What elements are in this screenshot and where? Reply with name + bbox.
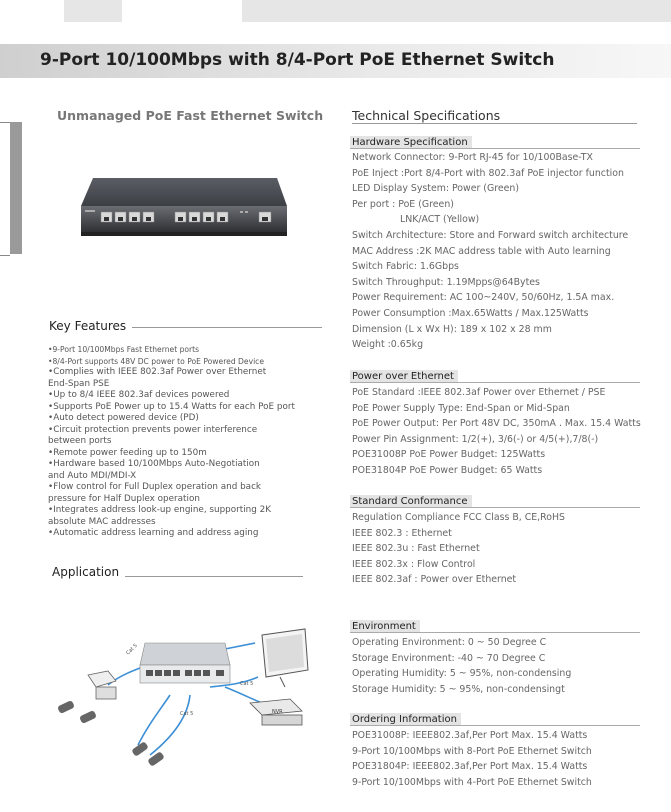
spec-line: Operating Environment: 0 ~ 50 Degree C bbox=[352, 637, 547, 648]
spec-line: 9-Port 10/100Mbps with 8-Port PoE Ethernet Switch bbox=[352, 745, 592, 757]
poe-section-title: Power over Ethernet bbox=[350, 370, 458, 383]
feature-item: End-Span PSE bbox=[48, 378, 110, 389]
feature-item: •Integrates address look-up engine, supporting 2K bbox=[48, 505, 271, 515]
feature-item: •Up to 8/4 IEEE 802.3af devices powered bbox=[48, 390, 230, 400]
spec-line: LNK/ACT (Yellow) bbox=[400, 214, 480, 226]
spec-line: Weight :0.65kg bbox=[352, 339, 424, 351]
spec-line: LED Display System: Power (Green) bbox=[352, 183, 520, 195]
ordering-spec-list bbox=[352, 728, 592, 790]
application-title: Application bbox=[52, 565, 120, 579]
spec-line: Power Consumption :Max.65Watts / Max.125Watts bbox=[352, 307, 589, 319]
spec-line: PoE Standard :IEEE 802.3af Power over Ethernet / PSE bbox=[352, 387, 606, 398]
spec-line: Dimension (L x Wx H): 189 x 102 x 28 mm bbox=[352, 323, 552, 335]
spec-line: Switch Architecture: Store and Forward switch architecture bbox=[352, 229, 629, 241]
spec-line: Power Requirement: AC 100~240V, 50/60Hz, 1.5A max. bbox=[352, 292, 615, 304]
poe-section-line bbox=[350, 382, 640, 383]
spec-line: Switch Throughput: 1.19Mpps@64Bytes bbox=[352, 276, 540, 288]
left-bar-frame bbox=[0, 122, 10, 256]
hardware-section-line bbox=[350, 148, 640, 149]
top-strip bbox=[0, 0, 671, 22]
spec-title: Technical Specifications bbox=[352, 108, 501, 123]
spec-line: PoE Power Supply Type: End-Span or Mid-Span bbox=[352, 402, 570, 414]
spec-line: POE31008P: IEEE802.3af,Per Port Max. 15.4 Watts bbox=[352, 730, 588, 741]
spec-line: IEEE 802.3af : Power over Ethernet bbox=[352, 574, 517, 586]
spec-line: Switch Fabric: 1.6Gbps bbox=[352, 261, 459, 273]
spec-line: Power Pin Assignment: 1/2(+), 3/6(-) or 4/5(+),7/8(-) bbox=[352, 433, 599, 445]
spec-title-rule bbox=[352, 123, 637, 124]
ordering-section-title: Ordering Information bbox=[350, 713, 461, 726]
feature-item: •8/4-Port supports 48V DC power to PoE Powered Device bbox=[48, 356, 265, 366]
application-rule bbox=[125, 576, 303, 577]
diagram-injector bbox=[88, 671, 116, 699]
feature-item: •Automatic address learning and address aging bbox=[48, 528, 259, 538]
spec-line: Storage Humidity: 5 ~ 95%, non-condensingt bbox=[352, 683, 565, 695]
diagram-camera-bottom bbox=[131, 741, 165, 767]
spec-line: IEEE 802.3x : Flow Control bbox=[352, 558, 476, 570]
feature-item: between ports bbox=[48, 436, 112, 446]
hardware-spec-list bbox=[352, 150, 628, 353]
spec-line: Per port : PoE (Green) bbox=[352, 198, 454, 210]
spec-line: POE31804P PoE Power Budget: 65 Watts bbox=[352, 464, 543, 476]
feature-item: •9-Port 10/100Mbps Fast Ethernet ports bbox=[48, 345, 200, 354]
diagram-nvr bbox=[250, 699, 302, 725]
diagram-camera-left bbox=[57, 700, 97, 724]
spec-line: POE31804P: IEEE802.3af,Per Port Max. 15.4 Watts bbox=[352, 761, 588, 773]
spec-line: MAC Address :2K MAC address table with Auto learning bbox=[352, 245, 611, 257]
feature-item: •Circuit protection prevents power interference bbox=[48, 424, 258, 435]
environment-spec-list bbox=[352, 635, 571, 697]
cable-label-c: Cat 5 bbox=[180, 711, 194, 717]
feature-item: •Auto detect powered device (PD) bbox=[48, 413, 199, 423]
spec-line: POE31008P PoE Power Budget: 125Watts bbox=[352, 449, 546, 461]
standard-section-line bbox=[350, 507, 640, 508]
diagram-monitor bbox=[262, 629, 308, 687]
nvr-label: NVR bbox=[272, 709, 283, 715]
hardware-section-title: Hardware Specification bbox=[350, 136, 472, 149]
environment-section-title: Environment bbox=[350, 620, 420, 633]
feature-item: pressure for Half Duplex operation bbox=[48, 493, 200, 504]
top-strip-white-mid bbox=[122, 0, 242, 22]
environment-section-line bbox=[350, 632, 640, 633]
feature-item: •Supports PoE Power up to 15.4 Watts for each PoE port bbox=[48, 401, 295, 412]
application-diagram bbox=[40, 615, 340, 810]
feature-item: •Hardware based 10/100Mbps Auto-Negotiation bbox=[48, 459, 260, 469]
feature-item: •Flow control for Full Duplex operation and back bbox=[48, 482, 262, 492]
switch-product-image bbox=[75, 172, 295, 242]
cable-label-a: Cat 5 bbox=[125, 642, 139, 657]
cable-label-b: Cat 5 bbox=[240, 681, 254, 687]
standard-spec-list bbox=[352, 510, 565, 588]
diagram-switch bbox=[140, 643, 230, 683]
page-title: 9-Port 10/100Mbps with 8/4-Port PoE Ethernet Switch bbox=[40, 50, 555, 70]
spec-line: Regulation Compliance FCC Class B, CE,RoHS bbox=[352, 512, 565, 523]
key-features-list bbox=[48, 344, 295, 540]
product-subtitle: Unmanaged PoE Fast Ethernet Switch bbox=[57, 108, 324, 123]
top-strip-white-left bbox=[0, 0, 64, 22]
spec-line: IEEE 802.3 : Ethernet bbox=[352, 527, 452, 539]
spec-line: Network Connector: 9-Port RJ-45 for 10/100Base-TX bbox=[352, 152, 593, 163]
standard-section-title: Standard Conformance bbox=[350, 495, 472, 508]
spec-line: Storage Environment: -40 ~ 70 Degree C bbox=[352, 652, 546, 664]
feature-item: •Remote power feeding up to 150m bbox=[48, 447, 207, 458]
left-bar bbox=[10, 122, 22, 254]
feature-item: •Complies with IEEE 802.3af Power over Ethernet bbox=[48, 367, 267, 377]
spec-line: IEEE 802.3u : Fast Ethernet bbox=[352, 543, 480, 555]
ordering-section-line bbox=[350, 725, 640, 726]
key-features-title: Key Features bbox=[49, 319, 127, 333]
spec-line: PoE Inject :Port 8/4-Port with 802.3af PoE injector function bbox=[352, 167, 624, 179]
spec-line: 9-Port 10/100Mbps with 4-Port PoE Ethernet Switch bbox=[352, 776, 592, 788]
feature-item: absolute MAC addresses bbox=[48, 516, 156, 527]
spec-line: PoE Power Output: Per Port 48V DC, 350mA . Max. 15.4 Watts bbox=[352, 418, 641, 430]
spec-line: Operating Humidity: 5 ~ 95%, non-condensing bbox=[352, 668, 572, 680]
key-features-rule bbox=[132, 327, 322, 328]
poe-spec-list bbox=[352, 385, 641, 479]
feature-item: and Auto MDI/MDI-X bbox=[48, 470, 137, 481]
